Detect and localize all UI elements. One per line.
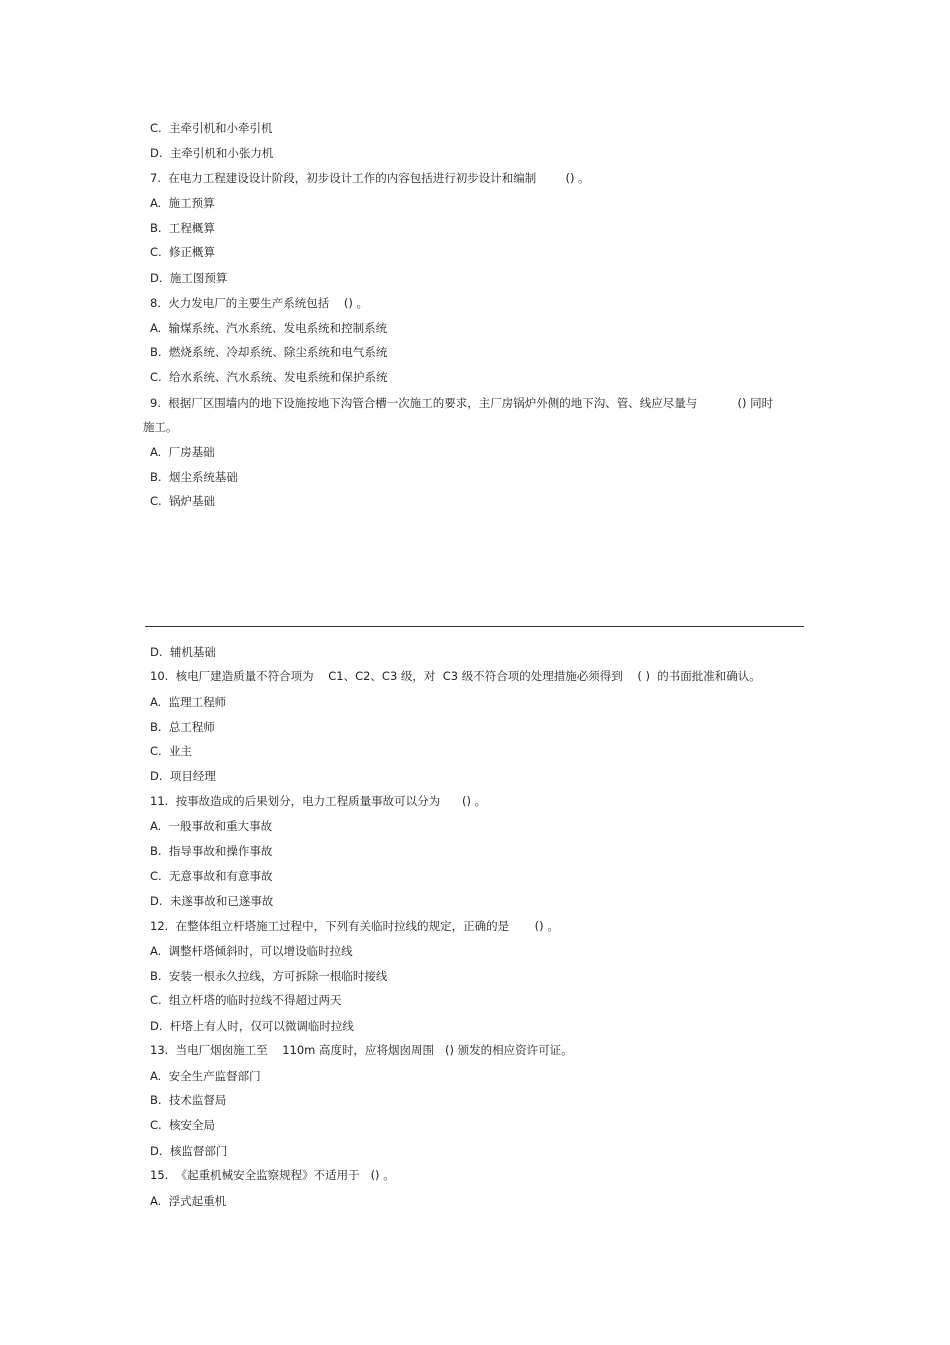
option-line: C. 给水系统、汽水系统、发电系统和保护系统 bbox=[150, 370, 388, 384]
option-line: A. 施工预算 bbox=[150, 196, 215, 210]
option-line: C. 无意事故和有意事故 bbox=[150, 869, 273, 883]
question-15: 15. 《起重机械安全监察规程》不适用于 () 。 bbox=[150, 1168, 395, 1182]
option-line: D. 主牵引机和小张力机 bbox=[150, 146, 274, 160]
option-line: B. 工程概算 bbox=[150, 221, 215, 235]
option-line: C. 主牵引机和小牵引机 bbox=[150, 121, 273, 135]
option-line: C. 修正概算 bbox=[150, 245, 215, 259]
option-line: A. 安全生产监督部门 bbox=[150, 1069, 261, 1083]
option-line: A. 输煤系统、汽水系统、发电系统和控制系统 bbox=[150, 321, 388, 335]
option-line: A. 厂房基础 bbox=[150, 445, 215, 459]
question-9-continued: 施工。 bbox=[143, 420, 178, 434]
question-13: 13. 当电厂烟囱施工至 110m 高度时，应将烟囱周围 () 颁发的相应资许可证。 bbox=[150, 1043, 573, 1057]
option-line: C. 锅炉基础 bbox=[150, 494, 215, 508]
option-line: A. 监理工程师 bbox=[150, 695, 227, 709]
option-line: D. 杆塔上有人时，仅可以微调临时拉线 bbox=[150, 1019, 354, 1033]
question-8: 8. 火力发电厂的主要生产系统包括 () 。 bbox=[150, 296, 369, 310]
question-12: 12. 在整体组立杆塔施工过程中，下列有关临时拉线的规定，正确的是 () 。 bbox=[150, 919, 559, 933]
question-7: 7. 在电力工程建设设计阶段，初步设计工作的内容包括进行初步设计和编制 () 。 bbox=[150, 171, 590, 185]
page-divider bbox=[145, 626, 804, 627]
option-line: B. 烟尘系统基础 bbox=[150, 470, 238, 484]
option-line: B. 总工程师 bbox=[150, 720, 215, 734]
option-line: A. 一般事故和重大事故 bbox=[150, 819, 273, 833]
option-line: C. 业主 bbox=[150, 744, 192, 758]
option-line: A. 调整杆塔倾斜时，可以增设临时拉线 bbox=[150, 944, 353, 958]
option-line: D. 辅机基础 bbox=[150, 645, 216, 659]
option-line: A. 浮式起重机 bbox=[150, 1194, 227, 1208]
option-line: B. 技术监督局 bbox=[150, 1093, 227, 1107]
option-line: C. 组立杆塔的临时拉线不得超过两天 bbox=[150, 993, 342, 1007]
option-line: B. 安装一根永久拉线，方可拆除一根临时接线 bbox=[150, 969, 388, 983]
option-line: D. 施工图预算 bbox=[150, 271, 228, 285]
question-10: 10. 核电厂建造质量不符合项为 C1、C2、C3 级，对 C3 级不符合项的处理措施必须得到 ( ) 的书面批准和确认。 bbox=[150, 669, 761, 683]
option-line: D. 核监督部门 bbox=[150, 1144, 228, 1158]
option-line: D. 未遂事故和已遂事故 bbox=[150, 894, 274, 908]
question-9: 9. 根据厂区围墙内的地下设施按地下沟管合槽一次施工的要求，主厂房锅炉外侧的地下沟、管、线应尽量与 () 同时 bbox=[150, 396, 774, 410]
question-11: 11. 按事故造成的后果划分，电力工程质量事故可以分为 () 。 bbox=[150, 794, 487, 808]
option-line: C. 核安全局 bbox=[150, 1118, 215, 1132]
option-line: B. 燃烧系统、冷却系统、除尘系统和电气系统 bbox=[150, 345, 388, 359]
option-line: D. 项目经理 bbox=[150, 769, 216, 783]
option-line: B. 指导事故和操作事故 bbox=[150, 844, 273, 858]
